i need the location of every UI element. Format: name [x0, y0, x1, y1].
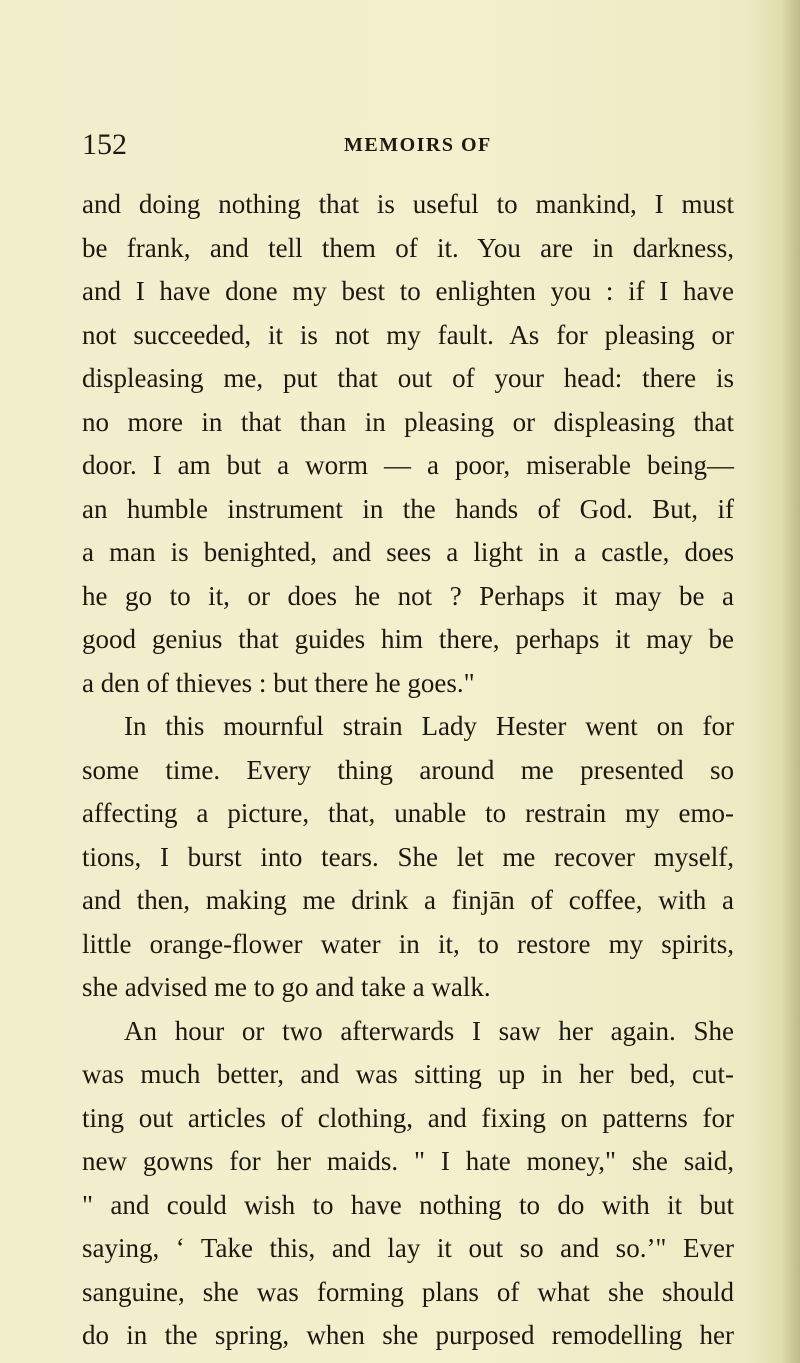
running-head: MEMOIRS OF — [344, 134, 492, 156]
text-line: and I have done my best to enlighten you : if I have — [82, 276, 734, 306]
text-line: a man is benighted, and sees a light in a castle, does — [82, 537, 734, 567]
text-line: an humble instrument in the hands of God. But, if — [82, 493, 734, 524]
text-line: he go to it, or does he not ? Perhaps it may be a — [82, 580, 734, 611]
text-line: sanguine, she was forming plans of what she should — [82, 1276, 734, 1307]
paragraph-end-line: a den of thieves : but there he goes." — [82, 667, 475, 698]
text-line: be frank, and tell them of it. You are in darkness, — [82, 232, 734, 263]
text-line: some time. Every thing around me presented so — [82, 754, 734, 785]
text-line: good genius that guides him there, perhaps it may be — [82, 624, 734, 654]
text-line: and then, making me drink a finjān of coffee, with a — [82, 885, 734, 915]
body-text — [82, 183, 734, 1358]
paragraph-start-line: An hour or two afterwards I saw her again. She — [124, 1015, 734, 1046]
page-edge-shadow — [782, 0, 800, 1363]
paragraph-start-line: In this mournful strain Lady Hester went on for — [124, 711, 734, 741]
text-line: affecting a picture, that, unable to restrain my emo- — [82, 798, 734, 828]
text-line: tions, I burst into tears. She let me recover myself, — [82, 841, 734, 872]
text-line: little orange-flower water in it, to restore my spirits, — [82, 928, 734, 959]
text-line: " and could wish to have nothing to do with it but — [82, 1189, 734, 1220]
text-line: new gowns for her maids. " I hate money," she said, — [82, 1146, 734, 1176]
page-number: 152 — [82, 128, 127, 161]
text-line: displeasing me, put that out of your head: there is — [82, 363, 734, 393]
text-line: do in the spring, when she purposed remodelling her — [82, 1320, 734, 1350]
paragraph-end-line: she advised me to go and take a walk. — [82, 972, 491, 1002]
text-line: was much better, and was sitting up in her bed, cut- — [82, 1059, 734, 1089]
text-line: ting out articles of clothing, and fixing on patterns for — [82, 1102, 734, 1133]
text-line: saying, ‘ Take this, and lay it out so and so.’" Ever — [82, 1233, 734, 1263]
page-header — [82, 128, 742, 168]
text-line: and doing nothing that is useful to mankind, I must — [82, 189, 734, 219]
text-line: no more in that than in pleasing or displeasing that — [82, 406, 734, 437]
text-line: not succeeded, it is not my fault. As for pleasing or — [82, 319, 734, 350]
text-line: door. I am but a worm — a poor, miserable being— — [82, 450, 734, 480]
